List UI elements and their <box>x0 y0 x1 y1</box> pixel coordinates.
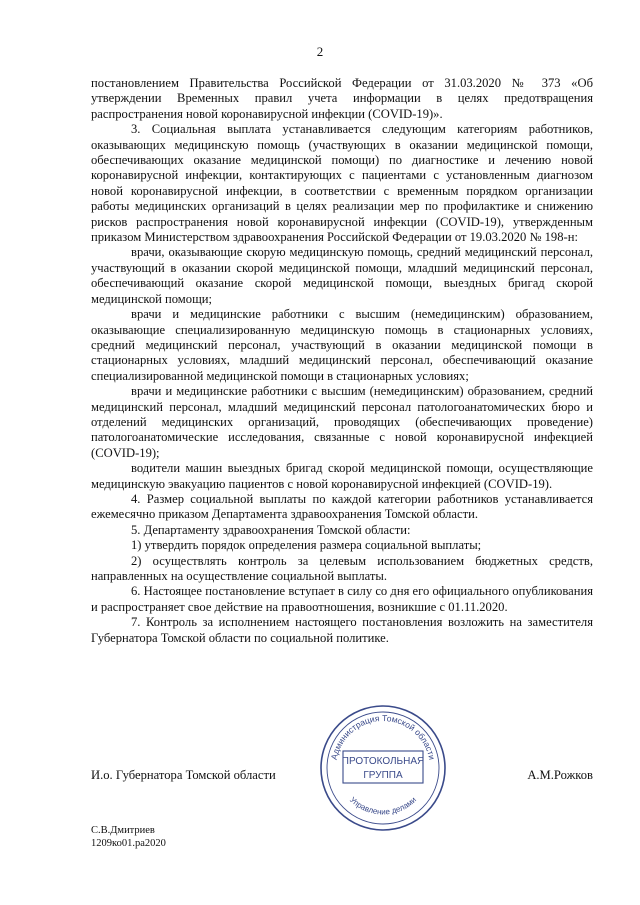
svg-text:Управление делами <box>348 795 418 816</box>
author-name: С.В.Дмитриев <box>91 825 155 836</box>
stamp-center-line1: ПРОТОКОЛЬНАЯ <box>341 756 425 767</box>
paragraph: 3. Социальная выплата устанавливается следующим категориям работников, оказывающих медицинскую помощь (участвующих в оказании медицинской помощи, обеспечивающих оказание медицинской помощи) по диагностике и лечению новой коронавирусной инфекции, контактирующих с пациентами с установленным диагнозом новой коронавирусной инфекции, в соответствии с временным порядком организации работы медицинских организаций в целях реализации мер по профилактике и снижению рисков распространения новой коронавирусной инфекции (COVID-19), утвержденным приказом Министерством здравоохранения Российской Федерации от 19.03.2020 № 198-н: <box>91 122 593 245</box>
stamp-center-line2: ГРУППА <box>363 770 403 781</box>
paragraph: 2) осуществлять контроль за целевым использованием бюджетных средств, направленных на осуществление социальной выплаты. <box>91 553 593 583</box>
paragraph: постановлением Правительства Российской Федерации от 31.03.2020 № 373 «Об утверждении Временных правил учета информации в целях предотвращения распространения новой коронавирусной инфекции (COVID-19)». <box>91 76 593 121</box>
signer-title: И.о. Губернатора Томской области <box>91 768 276 782</box>
paragraph: врачи, оказывающие скорую медицинскую помощь, средний медицинский персонал, участвующий в оказании скорой медицинской помощи, младший медицинский персонал, обеспечивающий оказание скорой медицинской помощи, выездных бригад скорой медицинской помощи; <box>91 245 593 306</box>
official-stamp <box>318 703 448 833</box>
document-code: 1209ко01.ра2020 <box>91 838 166 849</box>
svg-text:Администрация Томской области <box>329 713 438 761</box>
page-number: 2 <box>316 44 324 59</box>
paragraph: врачи и медицинские работники с высшим (немедицинским) образованием, средний медицинский персонал, младший медицинский персонал патологоанатомических бюро и отделений медицинских организаций, проводящих (обеспечивающих проведение) патологоанатомические исследования, связанные с новой коронавирусной инфекцией (COVID-19); <box>91 384 593 460</box>
paragraph: врачи и медицинские работники с высшим (немедицинским) образованием, оказывающие специализированную медицинскую помощь в стационарных условиях, средний медицинский персонал, участвующий в оказании медицинской помощи в стационарных условиях, младший медицинский персонал, обеспечивающий оказание специализированной медицинской помощи в стационарных условиях; <box>91 307 593 383</box>
signer-name: А.М.Рожков <box>527 768 593 782</box>
paragraph: 7. Контроль за исполнением настоящего постановления возложить на заместителя Губернатора Томской области по социальной политике. <box>91 615 593 645</box>
paragraph: водители машин выездных бригад скорой медицинской помощи, осуществляющие медицинскую эвакуацию пациентов с новой коронавирусной инфекцией (COVID-19). <box>91 461 593 491</box>
paragraph: 6. Настоящее постановление вступает в силу со дня его официального опубликования и распространяет свое действие на правоотношения, возникшие с 01.11.2020. <box>91 584 593 614</box>
paragraph: 4. Размер социальной выплаты по каждой категории работников устанавливается ежемесячно приказом Департамента здравоохранения Томской области. <box>91 491 593 522</box>
paragraph: 5. Департаменту здравоохранения Томской области: <box>131 522 411 537</box>
stamp-bottom-text: Управление делами <box>347 795 419 817</box>
footer-note <box>91 824 166 850</box>
paragraph: 1) утвердить порядок определения размера социальной выплаты; <box>131 538 482 553</box>
document-body <box>91 76 593 646</box>
stamp-ring-text: Администрация Томской области <box>328 712 438 761</box>
